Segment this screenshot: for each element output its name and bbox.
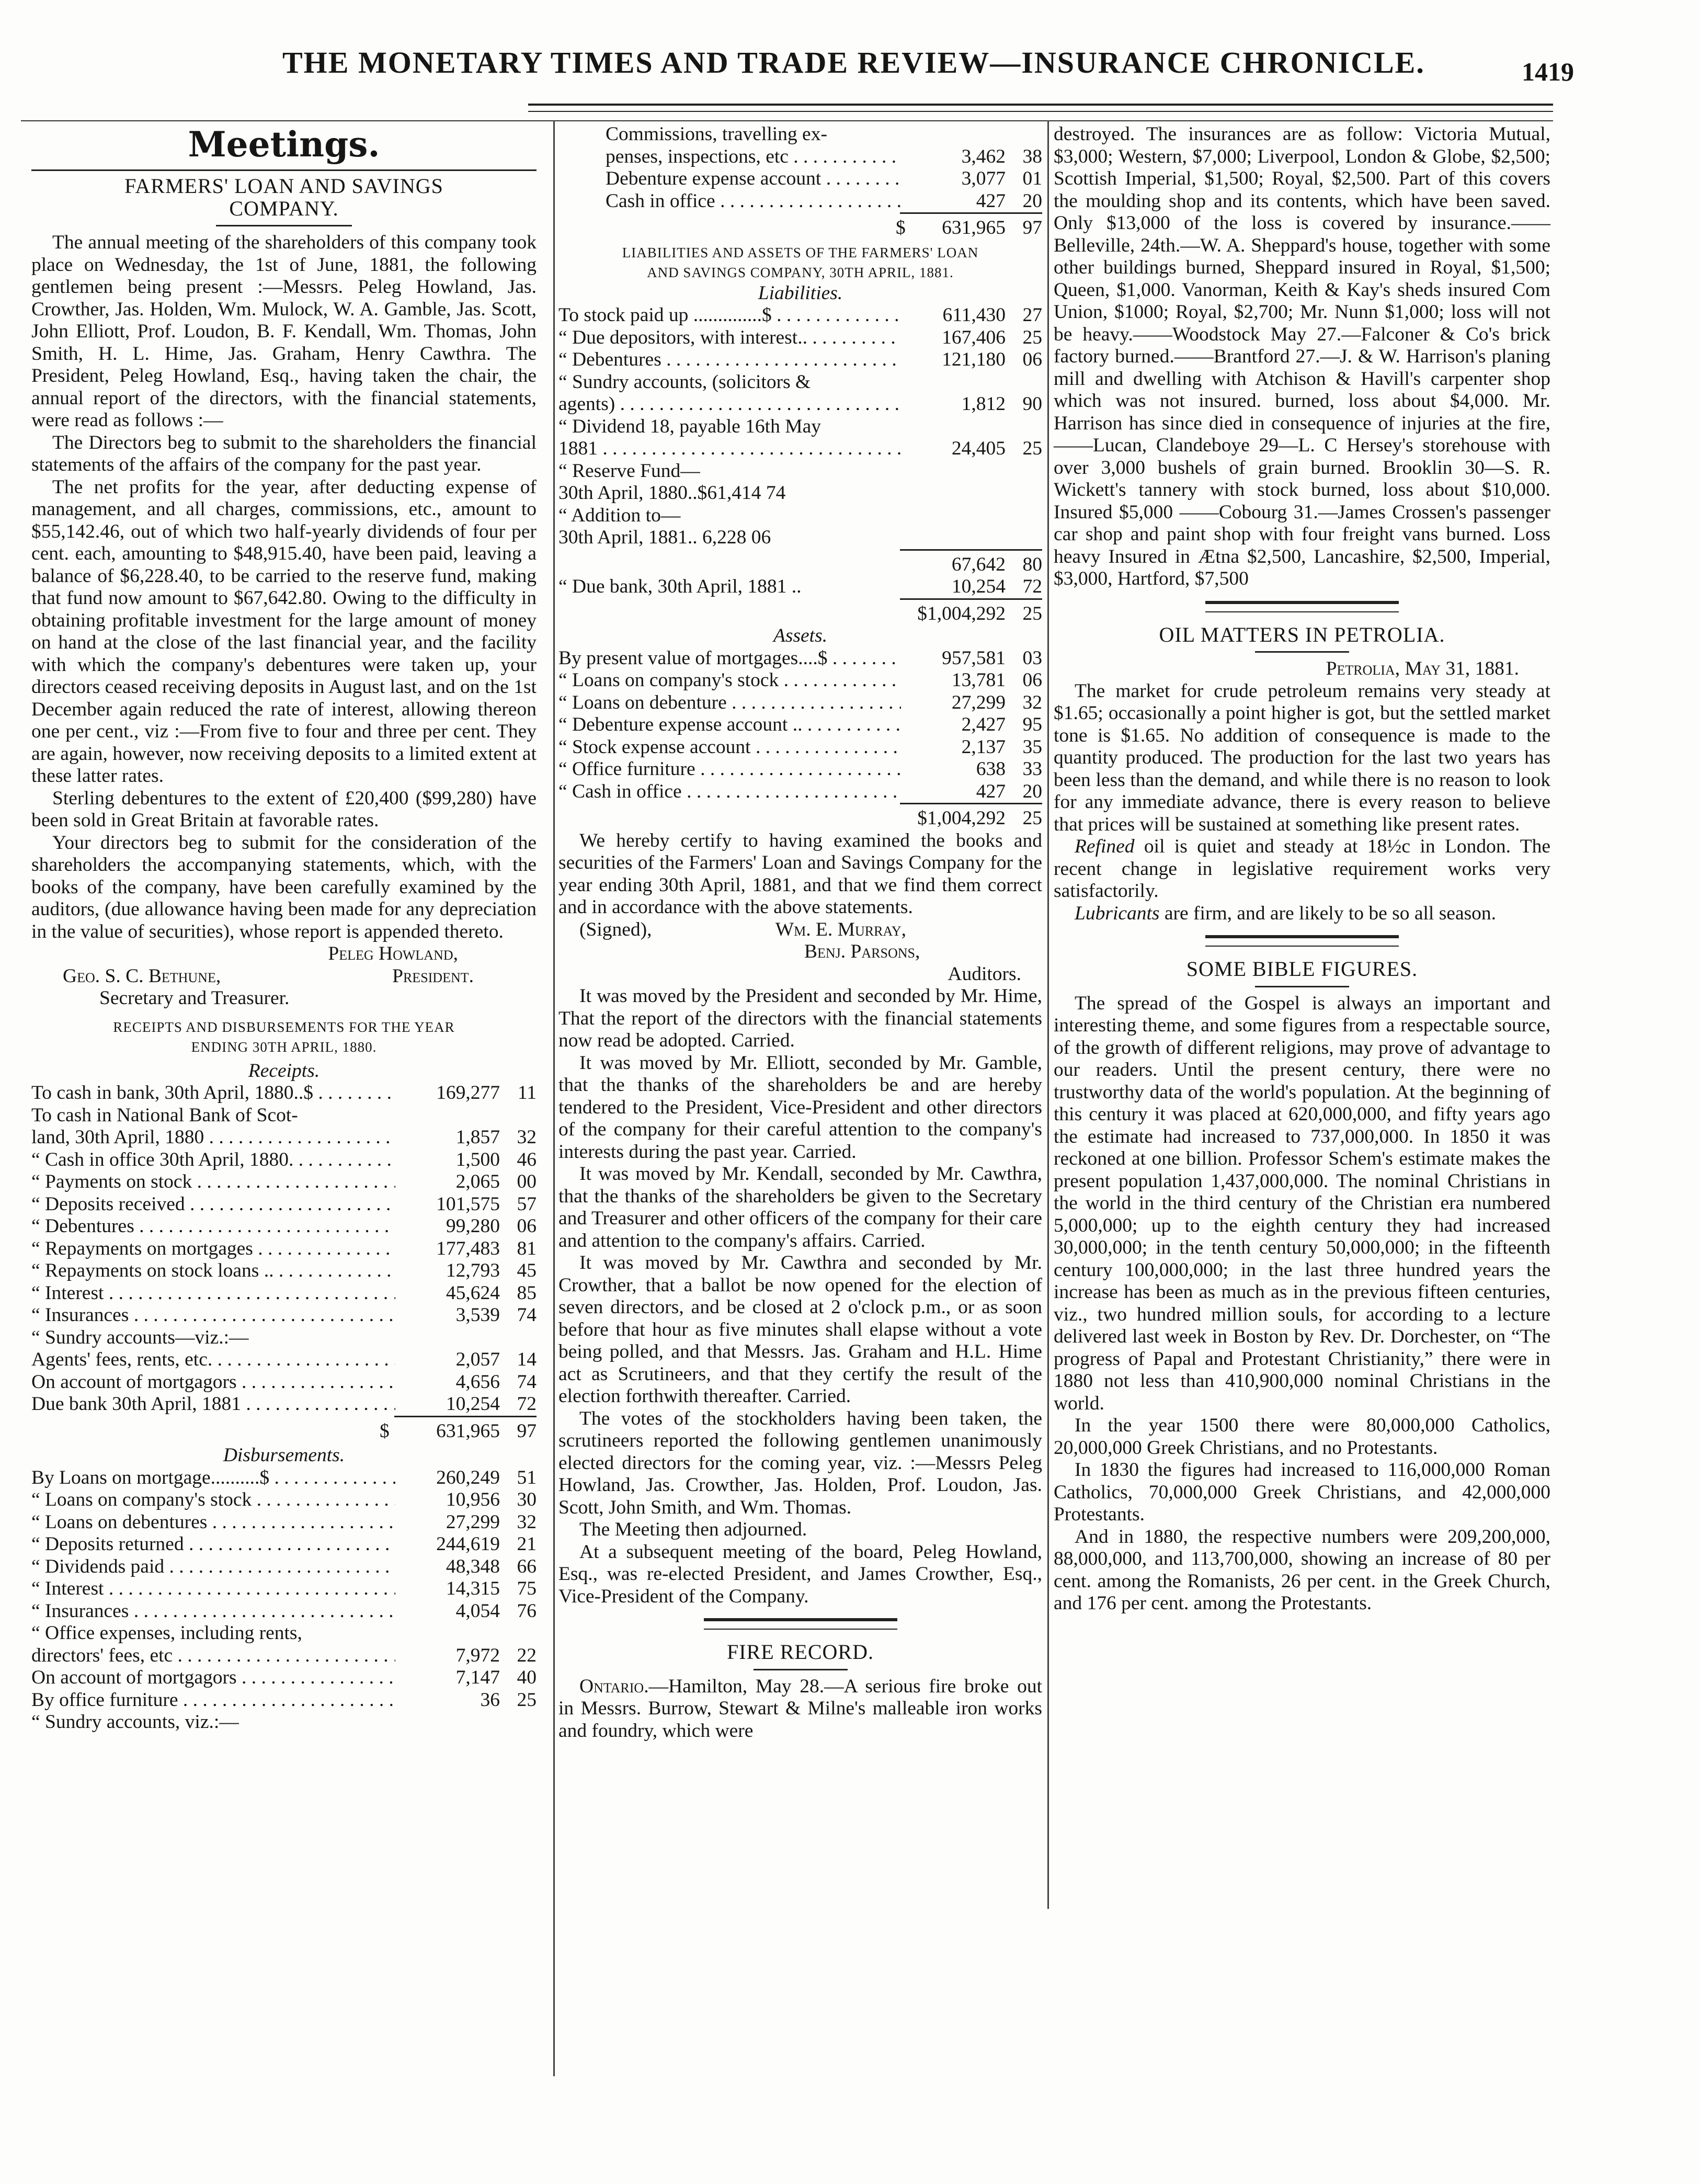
ledger-amount: 2,427	[961, 714, 1006, 735]
paragraph: The spread of the Gospel is always an important and interesting theme, and some figures from a respectable source, of the growth of different religions, may prove of advantage to our readers. Until the present century, there were no trustworthy data of the world's population. At the beginning of this century it was placed at 620,000,000, and fifty years ago the estimate had increased to 737,000,000. In 1850 it was reckoned at one billion. Professor Schem's estimate makes the present population 1,437,000,000. The nominal Christians in the world in the third century of the Christian era numbered 5,000,000; up to the eighth century they had increased 30,000,000; in the tenth century 50,000,000; in the fifteenth century 100,000,000; in the last three hundred years the increase has been as much as in the previous fifteen centuries, viz., two hundred million souls, for according to a lecture delivered last week in Boston by Rev. Dr. Dorchester, on “The progress of Papal and Protestant Christianity,” there were in 1880 not less than 410,900,000 nominal Christians in the world.	[1054, 992, 1550, 1414]
paragraph: Sterling debentures to the extent of £20,400 ($99,280) have been sold in Great Britain at favorable rates.	[31, 787, 537, 831]
ledger-amount: 638	[976, 758, 1006, 780]
ledger-amount: 3,462	[961, 145, 1006, 167]
ledger-amount: 7,972	[455, 1644, 500, 1666]
ledger-row	[606, 190, 1042, 213]
column-divider	[553, 120, 555, 2076]
statement-title: ENDING 30TH APRIL, 1880.	[191, 1039, 377, 1055]
ledger-amount: 27,299	[446, 1511, 500, 1533]
paragraph-text: oil is quiet and steady at 18½c in London. The recent change in legislative requirement works very satisfactorily.	[1054, 836, 1550, 902]
ledger-row	[558, 527, 1042, 549]
ledger-row	[31, 1556, 537, 1578]
ledger-cents: 03	[1022, 647, 1042, 669]
ledger-amount: 36	[480, 1689, 500, 1711]
ledger-row	[558, 393, 1042, 416]
ledger-cents: 51	[517, 1466, 537, 1488]
ledger-row	[558, 736, 1042, 759]
paragraph: It was moved by Mr. Kendall, seconded by Mr. Cawthra, that the thanks of the shareholders be given to the Secretary and Treasurer and other officers of the company for their care and attention to the company's affairs. Carried.	[558, 1163, 1042, 1252]
ledger-label: To cash in National Bank of Scot-	[31, 1104, 298, 1126]
ledger-amount: 427	[976, 190, 1006, 212]
ledger-cents: 06	[517, 1215, 537, 1237]
ledger-label: “ Sundry accounts, viz.:—	[31, 1711, 239, 1733]
ledger-label: “ Interest . . .	[31, 1282, 395, 1305]
paragraph: In 1830 the figures had increased to 116,000,000 Roman Catholics, 70,000,000 Greek Christians, and 42,000,000 Protestants.	[1054, 1459, 1550, 1525]
ledger-row	[558, 438, 1042, 460]
disbursements-total: $ 631,965 97	[896, 217, 1042, 238]
ledger-label: On account of mortgagors . . .	[31, 1371, 395, 1394]
ledger-label: “ Dividend 18, payable 16th May	[558, 415, 821, 437]
ledger-row	[31, 1689, 537, 1712]
ledger-row	[31, 1511, 537, 1534]
header-rule	[528, 111, 1553, 112]
ledger-amount: 10,956	[446, 1489, 500, 1510]
page-number: 1419	[1522, 57, 1574, 86]
ledger-amount: 167,406	[942, 326, 1006, 348]
ledger-row	[31, 1171, 537, 1193]
ledger-row	[31, 1533, 537, 1556]
ledger-label: “ Reserve Fund—	[558, 460, 700, 482]
ledger-amount: 1,812	[961, 393, 1006, 415]
ledger-cents: 75	[517, 1578, 537, 1599]
ledger-cents: 06	[1022, 669, 1042, 691]
ledger-label: 30th April, 1881.. 6,228 06	[558, 527, 771, 548]
ledger-row	[31, 1304, 537, 1327]
ledger-row	[558, 692, 1042, 714]
ledger-amount: 99,280	[446, 1215, 500, 1237]
ledger-row	[558, 505, 1042, 527]
ledger-label: “ Loans on company's stock . . .	[558, 669, 901, 692]
ledger-label: “ Debenture expense account .. . . .	[558, 714, 901, 736]
paragraph: And in 1880, the respective numbers were 209,200,000, 88,000,000, and 113,700,000, showing an increase of 80 per cent. among the Romanists, 26 per cent. in the Greek Church, and 176 per cent. among the Protestants.	[1054, 1526, 1550, 1614]
ledger-row	[606, 168, 1042, 190]
ledger-row	[31, 1105, 537, 1127]
ledger-label: By office furniture . . .	[31, 1689, 395, 1712]
ledger-label: “ Office expenses, including rents,	[31, 1622, 302, 1644]
auditors-certificate: We hereby certify to having examined the books and securities of the Farmers' Loan and Savings Company for the year ending 30th April, 1881, and that we find them correct and in accordance with the above statements.	[558, 829, 1042, 918]
ledger-amount: 27,299	[951, 691, 1006, 713]
ledger-amount: 45,624	[446, 1282, 500, 1304]
statement-title: LIABILITIES AND ASSETS OF THE FARMERS' LOAN	[622, 244, 979, 260]
ledger-row	[606, 123, 1042, 146]
paragraph: It was moved by Mr. Cawthra and seconded by Mr. Crowther, that a ballot be now opened for the election of seven directors, and be closed at 2 o'clock p.m., or as soon before that hour as five minutes shall elapse without a vote being polled, and that Messrs. Jas. Graham and H.L. Hime act as Scrutineers, and that they certify the result of the election forthwith thereafter. Carried.	[558, 1252, 1042, 1407]
ledger-row	[31, 1645, 537, 1667]
ledger-row	[31, 1238, 537, 1260]
rule	[216, 225, 352, 226]
page-header	[0, 0, 1700, 131]
paragraph: The market for crude petroleum remains very steady at $1.65; occasionally a point higher is got, but the settled market tone is $1.65. No addition of consequence is made to the quantity produced. The production for the last two years has been less than the demand, and while there is no reason to look for any immediate advance, there is every reason to believe that prices will be sustained at something like present rates.	[1054, 680, 1550, 835]
ledger-label: “ Debentures . . .	[31, 1215, 395, 1238]
ledger-amount: 48,348	[446, 1555, 500, 1577]
ledger-cents: 32	[517, 1127, 537, 1148]
ledger-label: Agents' fees, rents, etc. . . .	[31, 1349, 395, 1371]
ledger-amount: 2,137	[961, 736, 1006, 758]
receipts-total: $ 631,965 97	[380, 1420, 537, 1442]
president-label: President.	[392, 965, 474, 987]
ledger-cents: 35	[1022, 736, 1042, 758]
ledger-label: directors' fees, etc . . .	[31, 1645, 395, 1667]
ledger-amount: 7,147	[455, 1667, 500, 1688]
ledger-label: “ Insurances . . .	[31, 1600, 395, 1623]
ledger-label: “ Repayments on mortgages . . .	[31, 1238, 395, 1260]
column-1	[31, 123, 537, 1734]
ledger-row	[31, 1578, 537, 1600]
ledger-amount: 427	[976, 780, 1006, 802]
receipts-list	[31, 1082, 537, 1416]
ledger-row	[558, 416, 1042, 438]
disbursements-list	[31, 1467, 537, 1734]
signed-label: (Signed),	[579, 918, 652, 940]
assets-total: $1,004,292 25	[917, 807, 1042, 829]
ledger-row	[558, 758, 1042, 781]
ledger-amount: 244,619	[436, 1533, 500, 1555]
section-divider	[704, 1618, 897, 1630]
ledger-cents: 06	[1022, 349, 1042, 370]
total-rule	[394, 1416, 537, 1420]
ledger-label: Cash in office . . .	[606, 190, 901, 213]
ledger-label: “ Cash in office 30th April, 1880. . . .	[31, 1149, 395, 1171]
ledger-label: “ Cash in office . . .	[558, 781, 901, 803]
ledger-cents: 40	[517, 1667, 537, 1688]
ledger-cents: 95	[1022, 714, 1042, 735]
ledger-amount: 14,315	[446, 1578, 500, 1599]
ledger-amount: 10,254	[446, 1393, 500, 1415]
ledger-cents: 00	[517, 1171, 537, 1192]
dateline: Petrolia, May 31, 1881.	[1326, 658, 1519, 679]
italic-lead: Refined	[1075, 836, 1135, 857]
fire-lead: Ontario.	[579, 1675, 649, 1697]
ledger-label: agents) . . .	[558, 393, 901, 416]
ledger-row	[31, 1149, 537, 1171]
total-rule	[900, 212, 1042, 217]
ledger-cents: 38	[1022, 145, 1042, 167]
ledger-row	[558, 482, 1042, 505]
auditors-label: Auditors.	[948, 963, 1021, 985]
paragraph: The Meeting then adjourned.	[579, 1519, 807, 1540]
ledger-cents: 76	[517, 1600, 537, 1622]
ledger-label: “ Loans on company's stock . . .	[31, 1489, 395, 1511]
signature-name: Peleg Howland,	[328, 943, 458, 964]
rule	[1255, 986, 1349, 987]
ledger-amount: 101,575	[436, 1193, 500, 1215]
column-3	[1054, 123, 1550, 1615]
ledger-cents: 25	[1022, 438, 1042, 459]
article-title: FIRE RECORD.	[727, 1640, 874, 1664]
fire-text: —Hamilton, May 28.—A serious fire broke out in Messrs. Burrow, Stewart & Milne's malleable iron works and foundry, which were	[558, 1675, 1042, 1742]
ledger-label: 1881 . . .	[558, 438, 901, 460]
rule	[754, 1669, 848, 1670]
ledger-amount: 2,057	[455, 1349, 500, 1370]
paragraph: It was moved by the President and seconded by Mr. Hime, That the report of the directors with the financial statements now read be adopted. Carried.	[558, 985, 1042, 1051]
ledger-amount: 957,581	[942, 647, 1006, 669]
ledger-row	[558, 647, 1042, 670]
ledger-label: “ Addition to—	[558, 504, 681, 526]
auditor-name: Wm. E. Murray,	[775, 918, 906, 940]
paragraph: It was moved by Mr. Elliott, seconded by Mr. Gamble, that the thanks of the shareholders be and are hereby tendered to the President, Vice-President and other directors of the company for their careful attention to the company's interests during the past year. Carried.	[558, 1052, 1042, 1163]
ledger-label: Commissions, travelling ex-	[606, 123, 827, 145]
ledger-row	[558, 349, 1042, 371]
assets-list	[558, 647, 1042, 803]
ledger-amount: 3,077	[961, 168, 1006, 189]
total-rule	[900, 803, 1042, 807]
article-title: OIL MATTERS IN PETROLIA.	[1159, 622, 1445, 646]
ledger-cents: 30	[517, 1489, 537, 1510]
paragraph: The Directors beg to submit to the shareholders the financial statements of the affairs of the company for the past year.	[31, 431, 537, 475]
ledger-label: “ Sundry accounts—viz.:—	[31, 1326, 249, 1348]
ledger-cents: 25	[517, 1689, 537, 1711]
section-divider	[1205, 601, 1399, 612]
ledger-label: “ Office furniture . . .	[558, 758, 901, 781]
ledger-row	[558, 371, 1042, 394]
ledger-cents: 72	[517, 1393, 537, 1415]
ledger-label: “ Deposits returned . . .	[31, 1533, 395, 1556]
ledger-label: penses, inspections, etc . . .	[606, 146, 901, 168]
ledger-amount: 4,656	[455, 1371, 500, 1393]
masthead: THE MONETARY TIMES AND TRADE REVIEW—INSURANCE CHRONICLE.	[282, 46, 1425, 79]
ledger-amount: 121,180	[942, 349, 1006, 370]
ledger-label: Debenture expense account . . .	[606, 168, 901, 190]
ledger-row	[558, 460, 1042, 483]
ledger-amount: 3,539	[455, 1304, 500, 1326]
due-bank-line: “ Due bank, 30th April, 1881 .. 10,254 72	[558, 576, 1042, 597]
liabilities-heading: Liabilities.	[758, 282, 843, 304]
receipts-heading: Receipts.	[248, 1060, 320, 1082]
ledger-cents: 20	[1022, 780, 1042, 802]
ledger-label: “ Loans on debentures . . .	[31, 1511, 395, 1534]
ledger-row	[31, 1260, 537, 1282]
disbursements-continued	[558, 123, 1042, 212]
ledger-cents: 01	[1022, 168, 1042, 189]
ledger-label: “ Deposits received . . .	[31, 1193, 395, 1216]
ledger-row	[558, 304, 1042, 327]
ledger-cents: 45	[517, 1260, 537, 1281]
ledger-row	[31, 1467, 537, 1489]
ledger-cents: 20	[1022, 190, 1042, 212]
ledger-amount: 611,430	[942, 304, 1006, 326]
ledger-label: “ Interest . . .	[31, 1578, 395, 1600]
liabilities-total: $1,004,292 25	[917, 602, 1042, 624]
ledger-label: Due bank 30th April, 1881 . . .	[31, 1393, 395, 1416]
ledger-cents: 74	[517, 1304, 537, 1326]
ledger-cents: 46	[517, 1148, 537, 1170]
ledger-label: “ Stock expense account . . .	[558, 736, 901, 759]
ledger-label: On account of mortgagors . . .	[31, 1667, 395, 1689]
ledger-cents: 90	[1022, 393, 1042, 415]
ledger-amount: 24,405	[951, 438, 1006, 459]
ledger-row	[31, 1393, 537, 1416]
ledger-cents: 74	[517, 1371, 537, 1393]
ledger-cents: 27	[1022, 304, 1042, 326]
ledger-cents: 14	[517, 1349, 537, 1370]
ledger-label: “ Payments on stock . . .	[31, 1171, 395, 1193]
ledger-row	[31, 1371, 537, 1394]
ledger-row	[606, 146, 1042, 168]
ledger-label: To cash in bank, 30th April, 1880..$ . . .	[31, 1082, 395, 1105]
ledger-row	[558, 714, 1042, 736]
ledger-amount: 1,857	[455, 1127, 500, 1148]
section-heading: Meetings.	[188, 124, 380, 165]
total-rule	[900, 598, 1042, 603]
ledger-amount: 13,781	[951, 669, 1006, 691]
ledger-cents: 21	[517, 1533, 537, 1555]
secretary-name: Geo. S. C. Bethune,	[63, 965, 221, 987]
ledger-row	[31, 1349, 537, 1371]
ledger-row	[31, 1127, 537, 1149]
ledger-row	[558, 781, 1042, 803]
ledger-amount: 12,793	[446, 1260, 500, 1281]
article-title: FARMERS' LOAN AND SAVINGS COMPANY.	[124, 174, 443, 220]
paragraph: The votes of the stockholders having been taken, the scrutineers reported the following gentlemen unanimously elected directors for the coming year, viz. :—Messrs Peleg Howland, Jas. Crowther, Jas. Holden, Prof. Loudon, Jas. Scott, John Smith, and Wm. Thomas.	[558, 1407, 1042, 1518]
ledger-label: “ Debentures . . .	[558, 349, 901, 371]
ledger-label: “ Loans on debenture . . .	[558, 692, 901, 714]
ledger-amount: 260,249	[436, 1466, 500, 1488]
ledger-cents: 32	[1022, 691, 1042, 713]
paragraph: The annual meeting of the shareholders of this company took place on Wednesday, the 1st of June, 1881, the following gentlemen being present :—Messrs. Peleg Howland, Jas. Crowther, Jas. Holden, Wm. Mulock, W. A. Gamble, Jas. Scott, John Elliott, Prof. Loudon, B. F. Kendall, Wm. Thomas, John Smith, H. L. Hime, Jas. Graham, Henry Cawthra. The President, Peleg Howland, Esq., having taken the chair, the annual report of the directors, with the financial statements, were read as follows :—	[31, 232, 537, 431]
ledger-row	[31, 1082, 537, 1105]
ledger-label: land, 30th April, 1880 . . .	[31, 1127, 395, 1149]
ledger-amount: 177,483	[436, 1237, 500, 1259]
ledger-row	[31, 1489, 537, 1511]
auditors-signature	[558, 919, 1042, 941]
ledger-label: By present value of mortgages....$ . . .	[558, 647, 901, 670]
ledger-label: “ Due depositors, with interest.. . . .	[558, 327, 901, 349]
header-rule	[528, 104, 1553, 106]
total-rule	[900, 549, 1042, 554]
ledger-row	[31, 1193, 537, 1216]
assets-heading: Assets.	[773, 625, 828, 646]
statement-title: AND SAVINGS COMPANY, 30TH APRIL, 1881.	[647, 264, 954, 280]
ledger-label: 30th April, 1880..$61,414 74	[558, 482, 786, 504]
statement-title: RECEIPTS AND DISBURSEMENTS FOR THE YEAR	[113, 1019, 455, 1035]
ledger-row	[31, 1327, 537, 1349]
paragraph: Your directors beg to submit for the consideration of the shareholders the accompanying statements, which, with the books of the company, have been carefully examined by the auditors, (due allowance having been made for any depreciation in the value of securities), whose report is appended thereto.	[31, 832, 537, 942]
rule	[31, 169, 537, 171]
paragraph: The net profits for the year, after deducting expense of management, and all charges, commissions, etc., amount to $55,142.46, out of which two half-yearly dividends of four per cent. each, amounting to $48,915.40, have been paid, leaving a balance of $6,228.40, to be carried to the reserve fund, making that fund now amount to $67,642.80. Owing to the difficulty in obtaining profitable investment for the large amount of money on hand at the close of the last financial year, and the facility with which the company's debentures were taken up, your directors ceased receiving deposits in August last, and on the 1st December again reduced the rate of interest, allowing thereon one per cent., viz :—From five to four and three per cent. They are again, however, now receiving deposits to a limited extent at these latter rates.	[31, 476, 537, 787]
disbursements-heading: Disbursements.	[223, 1444, 345, 1466]
ledger-label: By Loans on mortgage..........$ . . .	[31, 1467, 395, 1489]
paragraph: At a subsequent meeting of the board, Peleg Howland, Esq., was re-elected President, and James Crowther, Esq., Vice-President of the Company.	[558, 1541, 1042, 1607]
ledger-row	[31, 1667, 537, 1689]
ledger-row	[558, 327, 1042, 349]
ledger-row	[31, 1282, 537, 1305]
ledger-cents: 33	[1022, 758, 1042, 780]
ledger-amount: 4,054	[455, 1600, 500, 1622]
ledger-row	[31, 1215, 537, 1238]
ledger-cents: 85	[517, 1282, 537, 1304]
auditor-name: Benj. Parsons,	[804, 941, 920, 962]
ledger-cents: 32	[517, 1511, 537, 1533]
ledger-label: “ Sundry accounts, (solicitors &	[558, 371, 811, 393]
ledger-amount: 2,065	[455, 1171, 500, 1192]
ledger-label: To stock paid up ..............$ . . .	[558, 304, 901, 327]
rule	[1255, 651, 1349, 653]
ledger-cents: 57	[517, 1193, 537, 1215]
paragraph: In the year 1500 there were 80,000,000 Catholics, 20,000,000 Greek Christians, and no Protestants.	[1054, 1415, 1550, 1459]
secretary-title: Secretary and Treasurer.	[99, 987, 290, 1009]
ledger-row	[31, 1622, 537, 1645]
paragraph: destroyed. The insurances are as follow: Victoria Mutual, $3,000; Western, $7,000; Liverpool, London & Globe, $2,500; Scottish Imperial, $1,500; Royal, $2,500. Part of this covers the moulding shop and its contents, which have been saved. Only $13,000 of the loss is covered by insurance.——Belleville, 24th.—W. A. Sheppard's house, together with some other buildings burned, Sheppard insured in Royal, $1,500; Queen, $1,000. Vanorman, Keith & Kay's sheds insured Com Union, $1000; Royal, $2,700; Mr. Nunn $1,000; loss will not be heavy.——Woodstock May 27.—Falconer & Co's brick factory burned.——Brantford 27.—J. & W. Harrison's planing mill and dwelling with Atchison & Havill's carpenter shop which was not insured. burned, loss about $4,000. Mr. Harrison has since died in consequence of injuries at the fire, ——Lucan, Clandeboye 29—L. C Hersey's storehouse with over 3,000 bushels of grain burned. Brooklin 30—S. R. Wickett's tannery with stock burned, loss about $10,000. Insured $5,000 ——Cobourg 31.—James Crossen's passenger car shop and paint shop with four freight vans burned. Loss heavy Insured in Ætna $2,500, Lancashire, $2,500, Imperial, $3,000, Hartford, $7,500	[1054, 123, 1550, 589]
ledger-cents: 22	[517, 1644, 537, 1666]
ledger-cents: 11	[517, 1082, 537, 1104]
ledger-cents: 66	[517, 1555, 537, 1577]
column-2	[558, 123, 1042, 1742]
article-title: SOME BIBLE FIGURES.	[1186, 957, 1418, 981]
ledger-cents: 81	[517, 1237, 537, 1259]
ledger-label: “ Insurances . . .	[31, 1304, 395, 1327]
ledger-row	[31, 1711, 537, 1734]
ledger-label: “ Dividends paid . . .	[31, 1556, 395, 1578]
ledger-amount: 169,277	[436, 1082, 500, 1104]
ledger-row	[31, 1600, 537, 1623]
ledger-row	[558, 669, 1042, 692]
reserve-total: 67,642 80	[951, 553, 1042, 575]
section-divider	[1205, 935, 1399, 947]
header-rule	[21, 120, 1553, 121]
ledger-amount: 1,500	[455, 1148, 500, 1170]
ledger-label: “ Repayments on stock loans .. . . .	[31, 1260, 395, 1282]
liabilities-list	[558, 304, 1042, 549]
column-divider	[1047, 120, 1049, 1909]
paragraph-text: are firm, and are likely to be so all season.	[1159, 902, 1497, 924]
ledger-cents: 25	[1022, 326, 1042, 348]
signature-line	[31, 965, 537, 988]
italic-lead: Lubricants	[1075, 902, 1160, 924]
